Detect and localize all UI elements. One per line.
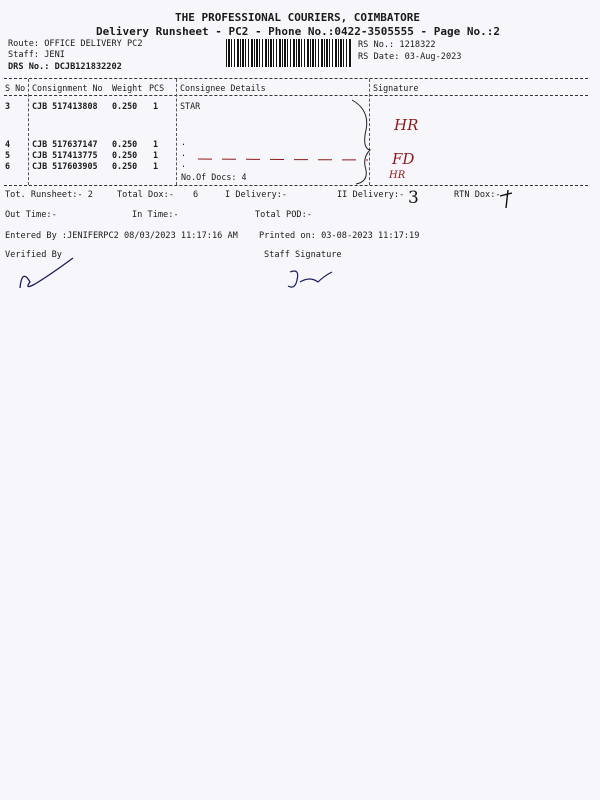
row-sno: 5: [5, 150, 11, 160]
row-weight: 0.250: [112, 161, 138, 171]
entered-by: Entered By :JENIFERPC2 08/03/2023 11:17:16 AM: [5, 231, 238, 241]
out-time: Out Time:-: [5, 210, 57, 220]
staff-label: Staff: JENI: [8, 50, 65, 60]
row-consignee: .: [181, 148, 187, 158]
rtn-tick-mark: [500, 190, 512, 208]
ii-delivery-label: II Delivery:-: [337, 190, 405, 200]
ii-delivery-handwritten-value: 3: [408, 188, 419, 208]
verified-signature: [20, 258, 73, 288]
row-pcs: 1: [153, 139, 159, 149]
row-consignment: CJB 517637147: [32, 139, 98, 149]
handwritten-fd: FD: [392, 150, 415, 168]
col-header-consignee: Consignee Details: [180, 83, 266, 93]
total-dox-value: 6: [193, 190, 199, 200]
row-consignee: .: [181, 137, 187, 147]
total-dox-label: Total Dox:-: [117, 190, 174, 200]
row-pcs: 1: [153, 150, 159, 160]
col-header-weight: Weight: [112, 83, 143, 93]
rs-number: RS No.: 1218322: [358, 40, 436, 50]
in-time: In Time:-: [132, 210, 179, 220]
verified-by-label: Verified By: [5, 250, 62, 260]
col-header-sno: S No: [5, 83, 26, 93]
drs-number: DRS No.: DCJB121832202: [8, 62, 122, 72]
row-consignee: STAR: [180, 101, 201, 111]
company-name: THE PROFESSIONAL COURIERS, COIMBATORE: [175, 11, 421, 24]
col-header-signature: Signature: [373, 83, 419, 93]
no-of-docs: No.Of Docs: 4: [181, 172, 247, 182]
row-consignment: CJB 517603905: [32, 161, 98, 171]
row-consignment: CJB 517413775: [32, 150, 98, 160]
handwritten-hr-2: HR: [389, 170, 406, 181]
row-consignee: .: [181, 159, 187, 169]
staff-signature-label: Staff Signature: [264, 250, 342, 260]
bracket-stroke: [352, 100, 370, 184]
handwritten-hr-1: HR: [394, 116, 419, 134]
tot-runsheet: Tot. Runsheet:- 2: [5, 190, 93, 200]
row-consignment: CJB 517413808: [32, 101, 98, 111]
total-pod: Total POD:-: [255, 210, 312, 220]
row-sno: 4: [5, 139, 11, 149]
row-weight: 0.250: [112, 139, 138, 149]
row-sno: 3: [5, 101, 11, 111]
col-header-pcs: PCS: [149, 83, 165, 93]
staff-signature: [288, 271, 332, 287]
pen-line: [198, 159, 368, 160]
row-weight: 0.250: [112, 101, 138, 111]
rtn-dox-label: RTN Dox:-: [454, 190, 501, 200]
row-pcs: 1: [153, 161, 159, 171]
document-title: Delivery Runsheet - PC2 - Phone No.:0422-3505555 - Page No.:2: [96, 25, 500, 38]
row-sno: 6: [5, 161, 11, 171]
printed-on: Printed on: 03-08-2023 11:17:19: [259, 231, 420, 241]
col-header-consignment: Consignment No: [32, 83, 103, 93]
row-weight: 0.250: [112, 150, 138, 160]
rs-date: RS Date: 03-Aug-2023: [358, 52, 462, 62]
i-delivery-label: I Delivery:-: [225, 190, 288, 200]
row-pcs: 1: [153, 101, 159, 111]
route-label: Route: OFFICE DELIVERY PC2: [8, 39, 143, 49]
